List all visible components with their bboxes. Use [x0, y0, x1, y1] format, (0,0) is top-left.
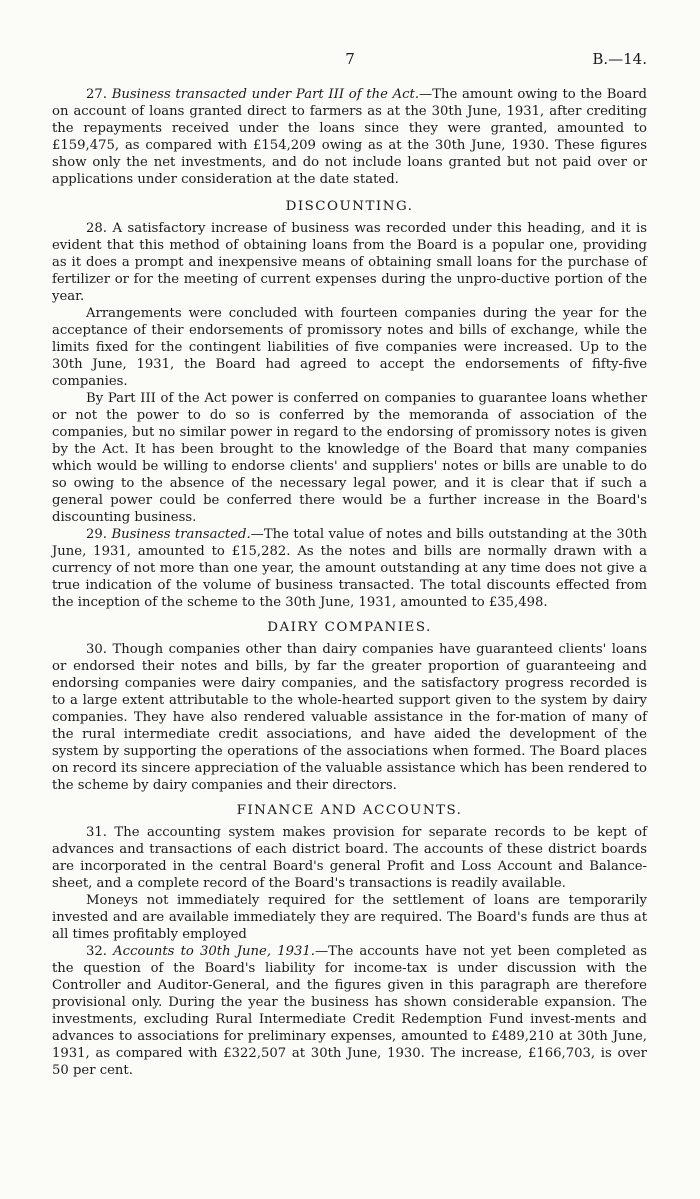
page-header: [0, 50, 700, 70]
paragraph-32-text: —The accounts have not yet been completed as the question of the Board's liability for income-tax is under discussion with the Controller and Auditor-General, and the figures given in this paragraph are therefore provisional only. During the year the business has shown considerable expansion. The investments, excluding Rural Intermediate Credit Redemption Fund invest-ments and advances to associations for preliminary expenses, amounted to £489,210 at 30th June, 1931, as compared with £322,507 at 30th June, 1930. The increase, £166,703, is over 50 per cent.: [52, 944, 647, 1078]
paragraph-27-lead: 27.: [86, 87, 112, 102]
paragraph-32: [52, 943, 647, 1079]
paragraph-32-title: Accounts to 30th June, 1931.: [113, 944, 315, 959]
heading-discounting: DISCOUNTING.: [285, 199, 414, 214]
page-body: [52, 86, 647, 1079]
paragraph-27-text: —The amount owing to the Board on account of loans granted direct to farmers as at the 30th June, 1931, after crediting the repayments received under the loans since they were granted, amounted to £159,475, as compared with £154,209 owing as at the 30th June, 1930. These figures show only the net investments, and do not include loans granted but not paid over or applications under consideration at the date stated.: [52, 87, 647, 187]
paragraph-30: 30. Though companies other than dairy companies have guaranteed clients' loans or endorsed their notes and bills, by far the greater proportion of guaranteeing and endorsing companies were dairy companies, and the satisfactory progress recorded is to a large extent attributable to the whole-hearted support given to the system by dairy companies. They have also rendered valuable assistance in the for-mation of many of the rural intermediate credit associations, and have aided the development of the system by supporting the operations of the associations when formed. The Board places on record its sincere appreciation of the valuable assistance which has been rendered to the scheme by dairy companies and their directors.: [52, 642, 647, 793]
paragraph-28: 28. A satisfactory increase of business was recorded under this heading, and it is evident that this method of obtaining loans from the Board is a popular one, providing as it does a prompt and inexpensive means of obtaining small loans for the purchase of fertilizer or for the meeting of current expenses during the unpro-ductive portion of the year.: [52, 221, 647, 304]
paragraph-29-title: Business transacted.: [111, 527, 251, 542]
document-reference: B.—14.: [592, 50, 647, 68]
paragraph-29-lead: 29.: [86, 527, 112, 542]
paragraph-28-part-iii: By Part III of the Act power is conferred on companies to guarantee loans whether or not the power to do so is conferred by the memoranda of association of the companies, but no similar power in regard to the endorsing of promissory notes is given by the Act. It has been brought to the knowledge of the Board that many companies which would be willing to endorse clients' and suppliers' notes or bills are unable to do so owing to the absence of the necessary legal power, and it is clear that if such a general power could be conferred there would be a further increase in the Board's discounting business.: [52, 391, 647, 525]
paragraph-29: [52, 526, 647, 611]
paragraph-31-moneys: Moneys not immediately required for the settlement of loans are temporarily invested and are available immediately they are required. The Board's funds are thus at all times profitably employed: [52, 893, 647, 942]
paragraph-29-text: —The total value of notes and bills outstanding at the 30th June, 1931, amounted to £15,282. As the notes and bills are normally drawn with a currency of not more than one year, the amount outstanding at any time does not give a true indication of the volume of business transacted. The total discounts effected from the inception of the scheme to the 30th June, 1931, amounted to £35,498.: [52, 527, 647, 610]
paragraph-32-lead: 32.: [86, 944, 114, 959]
paragraph-27-title: Business transacted under Part III of the Act.: [111, 87, 420, 102]
page-number: 7: [345, 50, 355, 68]
paragraph-28-arrangements: Arrangements were concluded with fourteen companies during the year for the acceptance of their endorsements of promissory notes and bills of exchange, while the limits fixed for the contingent liabilities of five companies were increased. Up to the 30th June, 1931, the Board had agreed to accept the endorsements of fifty-five companies.: [52, 306, 647, 389]
paragraph-27: [52, 86, 647, 188]
heading-finance-and-accounts: FINANCE AND ACCOUNTS.: [236, 803, 463, 818]
paragraph-31: 31. The accounting system makes provision for separate records to be kept of advances and transactions of each district board. The accounts of these district boards are incorporated in the central Board's general Profit and Loss Account and Balance-sheet, and a complete record of the Board's transactions is readily available.: [52, 825, 647, 891]
heading-dairy-companies: DAIRY COMPANIES.: [267, 620, 432, 635]
